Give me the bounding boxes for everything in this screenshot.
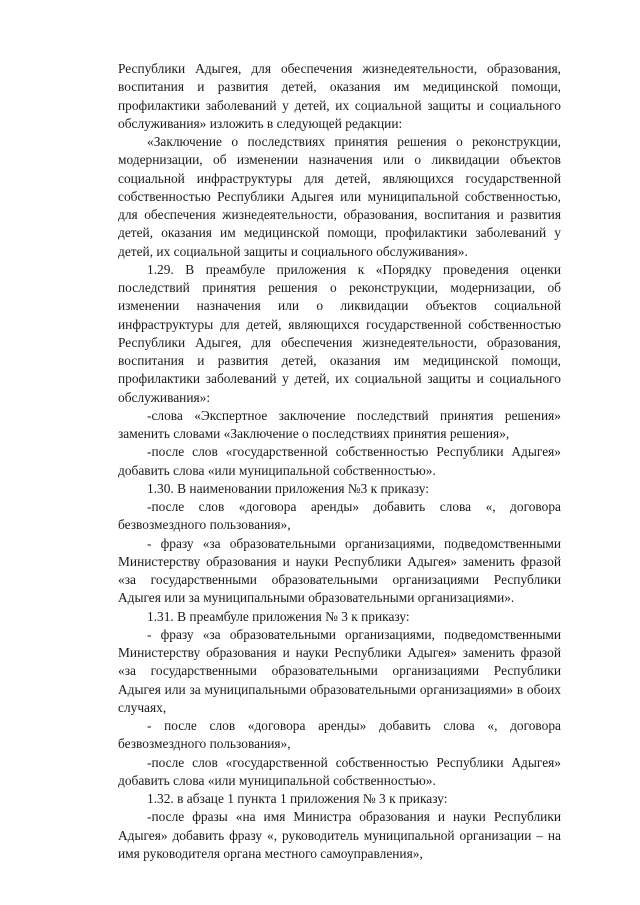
paragraph-1-32: 1.32. в абзаце 1 пункта 1 приложения № 3 к приказу:: [147, 791, 448, 806]
paragraph-1-31-item-2: - после слов «договора аренды» добавить слова «, договора безвозмездного пользования»,: [118, 718, 561, 752]
paragraph-1-32-item-1: -после фразы «на имя Министра образования и науки Республики Адыгея» добавить фразу «, руководитель муниципальной организации – на имя руководителя органа местного самоуправления»,: [118, 809, 561, 861]
paragraph-1-29-item-2: -после слов «государственной собственностью Республики Адыгея» добавить слова «или муниципальной собственностью».: [118, 444, 561, 478]
paragraph-1-29-item-1: -слова «Экспертное заключение последствий принятия решения» заменить словами «Заключение о последствиях принятия решения»,: [118, 407, 561, 441]
paragraph-1-31: 1.31. В преамбуле приложения № 3 к приказу:: [147, 608, 410, 624]
paragraph-continuation: Республики Адыгея, для обеспечения жизнедеятельности, образования, воспитания и развития детей, оказания им медицинской помощи, профилактики заболеваний у детей, их социальной защиты и социального обслуживания» изложить в следующей редакции:: [118, 61, 561, 131]
paragraph-1-31-item-3: -после слов «государственной собственностью Республики Адыгея» добавить слова «или муниципальной собственностью».: [118, 754, 561, 788]
paragraph-quoted-title: «Заключение о последствиях принятия решения о реконструкции, модернизации, об изменении назначения или о ликвидации объектов социальной инфраструктуры для детей, являющихся государственной собственностью Республики Адыгея или муниципальной собственностью, для обеспечения жизнедеятельности, образования, воспитания и развития детей, оказания им медицинской помощи, профилактики заболеваний у детей, их социальной защиты и социального обслуживания».: [118, 134, 561, 259]
paragraph-1-29: 1.29. В преамбуле приложения к «Порядку проведения оценки последствий принятия решения о реконструкции, модернизации, об изменении назначения или о ликвидации объектов социальной инфраструктуры для детей, являющихся государственной собственностью Республики Адыгея, для обеспечения жизнедеятельности, образования, воспитания и развития детей, оказания им медицинской помощи, профилактики заболеваний у детей, их социальной защиты и социального обслуживания»:: [118, 261, 561, 405]
paragraph-1-31-item-1: - фразу «за образовательными организациями, подведомственными Министерству образования и науки Республики Адыгея» заменить фразой «за государственными образовательными организациями Республики Адыгея или за муниципальными образовательными организациями» в обоих случаях,: [118, 626, 561, 715]
paragraph-1-30-item-1: -после слов «договора аренды» добавить слова «, договора безвозмездного пользования»,: [118, 499, 561, 533]
paragraph-1-30-item-2: - фразу «за образовательными организациями, подведомственными Министерству образования и науки Республики Адыгея» заменить фразой «за государственными образовательными организациями Республики Адыгея или за муниципальными образовательными организациями».: [118, 535, 561, 606]
paragraph-1-30: 1.30. В наименовании приложения №3 к приказу:: [147, 480, 430, 496]
document-body: [118, 60, 561, 863]
